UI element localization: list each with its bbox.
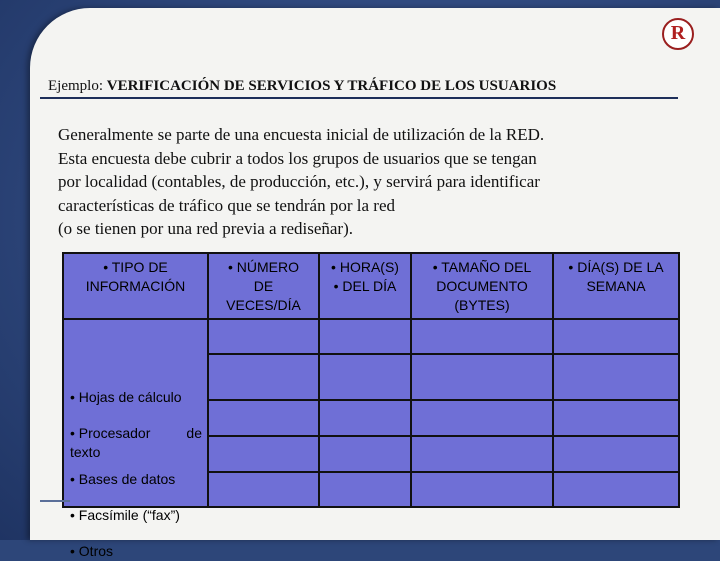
table-cell <box>208 354 319 400</box>
row-label-procesador: • Procesador de texto <box>70 425 202 460</box>
bottom-divider <box>40 500 70 502</box>
row-label-otros: • Otros <box>70 543 114 559</box>
university-seal-icon <box>662 18 694 50</box>
table-header-row <box>63 253 679 319</box>
table-cell <box>553 400 679 436</box>
body-paragraph <box>58 123 668 241</box>
table-cell <box>208 436 319 472</box>
table-cell <box>553 436 679 472</box>
row-label-bases: • Bases de datos <box>70 471 176 487</box>
slide-title <box>48 78 556 95</box>
header-hora-dia: • HORA(S) • DEL DÍA <box>319 253 411 319</box>
table-cell <box>208 472 319 507</box>
body-line: características de tráfico que se tendrán por la red <box>58 195 395 215</box>
table-cell <box>319 436 411 472</box>
table-cell <box>553 472 679 507</box>
table-cell <box>319 400 411 436</box>
table-cell <box>208 319 319 354</box>
table-cell <box>319 472 411 507</box>
body-line: Generalmente se parte de una encuesta inicial de utilización de la RED. <box>58 125 545 144</box>
header-numero-veces: • NÚMERO DE VECES/DÍA <box>208 253 319 319</box>
table-cell <box>411 436 553 472</box>
row-label-hojas: • Hojas de cálculo <box>70 389 182 405</box>
body-line: (o se tienen por una red previa a rediseñar). <box>58 219 354 238</box>
table-cell <box>553 354 679 400</box>
title-prefix: Ejemplo: <box>48 78 103 94</box>
row-label-fax: • Facsímile (“fax”) <box>70 507 180 523</box>
header-tipo-informacion: • TIPO DE INFORMACIÓN <box>63 253 208 319</box>
information-types-cell <box>63 319 208 559</box>
body-line: Esta encuesta debe cubrir a todos los grupos de usuarios que se tengan <box>58 148 537 168</box>
table-cell <box>411 319 553 354</box>
table-cell <box>319 354 411 400</box>
body-line: por localidad (contables, de producción, etc.), y servirá para identificar <box>58 172 540 191</box>
table-cell <box>411 400 553 436</box>
header-tamano-documento: • TAMAÑO DEL DOCUMENTO (BYTES) <box>411 253 553 319</box>
title-main: VERIFICACIÓN DE SERVICIOS Y TRÁFICO DE LOS USUARIOS <box>106 78 557 94</box>
table-row <box>63 319 679 354</box>
table-cell <box>411 354 553 400</box>
survey-table <box>62 252 680 559</box>
table-cell <box>553 319 679 354</box>
table-cell <box>411 472 553 507</box>
header-dia-semana: • DÍA(S) DE LA SEMANA <box>553 253 679 319</box>
table-cell <box>208 400 319 436</box>
title-divider <box>40 97 678 99</box>
table-cell <box>319 319 411 354</box>
logo-letter: R <box>670 21 686 44</box>
